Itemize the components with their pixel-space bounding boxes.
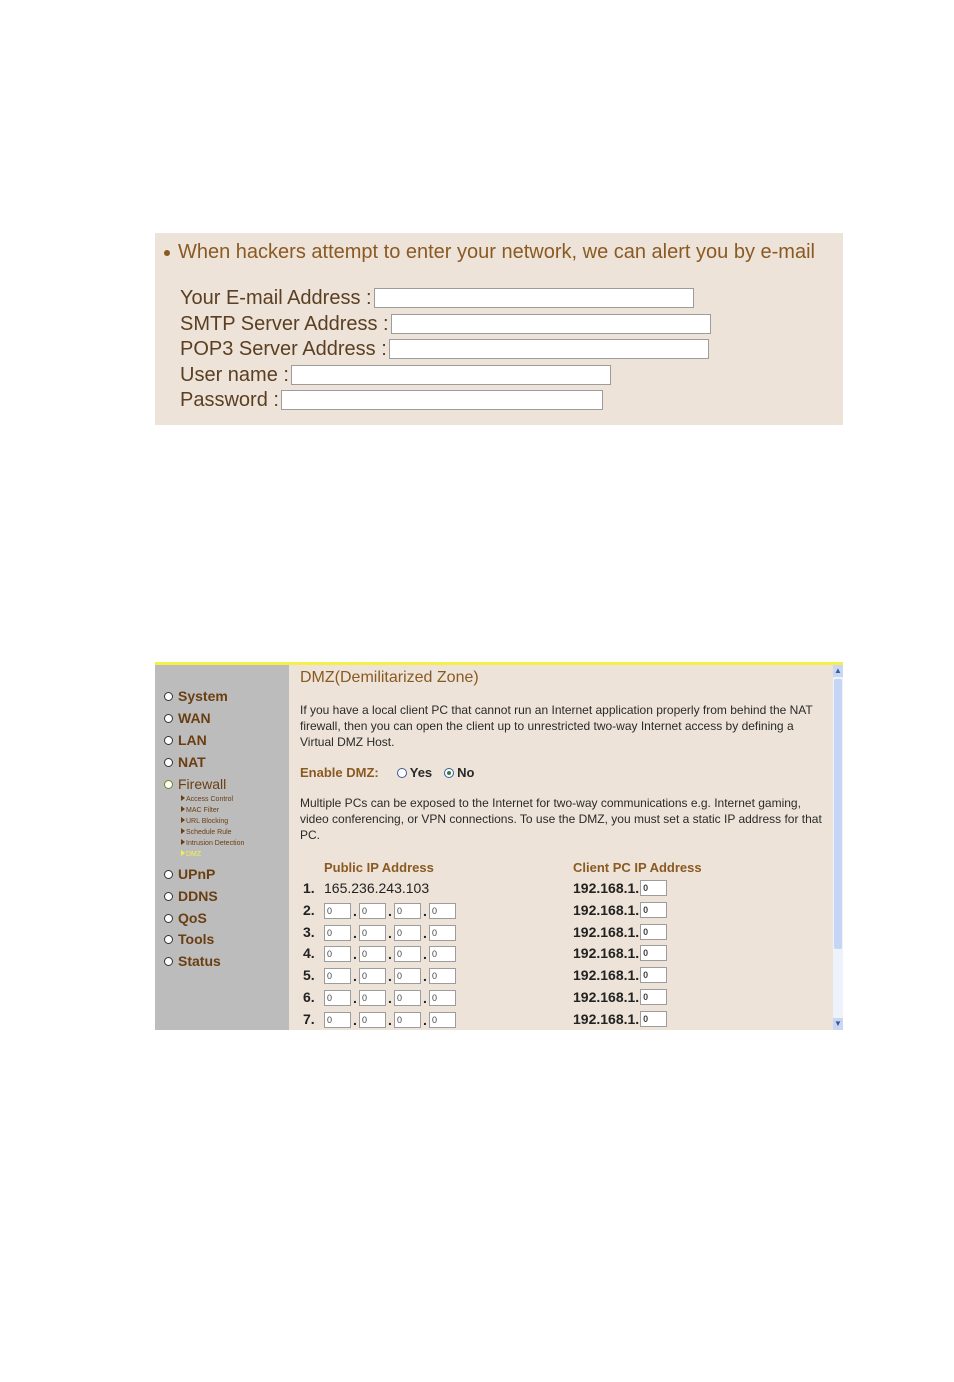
client-ip-header: Client PC IP Address (573, 860, 702, 875)
sidebar-item-label: DDNS (178, 888, 218, 904)
sidebar-item-label: NAT (178, 754, 206, 770)
sidebar-item-label: Firewall (178, 776, 227, 792)
email-address-label: Your E-mail Address : (180, 286, 372, 309)
circle-icon (164, 957, 173, 966)
subitem-label: URL Blocking (186, 818, 229, 825)
circle-icon (164, 692, 173, 701)
circle-icon (164, 780, 173, 789)
email-address-row (180, 285, 694, 311)
dmz-host-row (300, 945, 820, 963)
dmz-screenshot (155, 662, 843, 1030)
triangle-right-icon (181, 806, 185, 812)
client-ip-group (573, 924, 667, 940)
dmz-multi-text: Multiple PCs can be exposed to the Internet for two-way communications e.g. Internet gaming, video conferencing, or VPN connections. To use the DMZ, you must set a static IP address for that PC. (300, 796, 822, 842)
ip-separator: . (388, 902, 392, 919)
subitem-mac-filter[interactable] (181, 806, 219, 814)
pop3-server-row (180, 336, 709, 362)
ip-separator: . (388, 946, 392, 963)
circle-icon (164, 935, 173, 944)
smtp-server-row (180, 311, 711, 337)
public-ip-inputs (324, 946, 456, 962)
public-ip-header: Public IP Address (324, 860, 434, 875)
client-ip-prefix: 192.168.1. (573, 923, 640, 940)
ip-separator: . (388, 968, 392, 985)
row-number: 1. (303, 880, 315, 896)
ip-separator: . (353, 946, 357, 963)
sidebar-item-system[interactable] (164, 688, 228, 704)
sidebar-nav (155, 665, 289, 1030)
dmz-host-row (300, 902, 820, 920)
subitem-label: DMZ (186, 851, 202, 858)
sidebar-item-status[interactable] (164, 953, 221, 969)
client-ip-octet-input[interactable]: 0 (640, 945, 667, 961)
ip-separator: . (423, 924, 427, 941)
client-ip-group (573, 1011, 667, 1027)
circle-icon (164, 892, 173, 901)
dmz-host-row (300, 924, 820, 942)
sidebar-item-label: QoS (178, 910, 207, 926)
ip-separator: . (353, 1011, 357, 1028)
public-ip-octet-input[interactable]: 0 (394, 1012, 421, 1028)
subitem-intrusion-detection[interactable] (181, 839, 244, 847)
public-ip-octet-input[interactable]: 0 (324, 925, 351, 941)
username-input[interactable] (291, 365, 611, 385)
ip-separator: . (353, 990, 357, 1006)
public-ip-octet-input[interactable]: 0 (324, 968, 351, 984)
smtp-server-label: SMTP Server Address : (180, 312, 389, 335)
triangle-right-icon (181, 817, 185, 823)
public-ip-inputs (324, 925, 456, 941)
public-ip-octet-input[interactable]: 0 (394, 990, 421, 1006)
client-ip-group (573, 902, 667, 918)
row-number: 2. (303, 901, 315, 918)
circle-icon (164, 736, 173, 745)
ip-separator: . (423, 990, 427, 1006)
ip-separator: . (353, 924, 357, 941)
ip-separator: . (388, 990, 392, 1006)
dmz-intro-text: If you have a local client PC that cannot run an Internet application properly from behind the NAT firewall, then you can open the client up to unrestricted two-way Internet access by defining a Virtual DMZ Host. (300, 703, 813, 749)
sidebar-item-label: WAN (178, 710, 211, 726)
public-ip-octet-input[interactable]: 0 (394, 946, 421, 962)
circle-icon (164, 758, 173, 767)
dmz-host-row (300, 989, 820, 1007)
row-number: 7. (303, 1010, 315, 1027)
enable-dmz-label: Enable DMZ: (300, 765, 379, 780)
bullet-icon (164, 250, 170, 256)
dmz-yes-radio[interactable] (397, 768, 407, 778)
client-ip-group (573, 880, 667, 896)
sidebar-item-wan[interactable] (164, 710, 211, 726)
ip-separator: . (353, 968, 357, 985)
dmz-yes-label: Yes (409, 765, 433, 780)
subitem-access-control[interactable] (181, 795, 233, 803)
public-ip-octet-input[interactable]: 0 (324, 1012, 351, 1028)
sidebar-item-label: System (178, 688, 228, 704)
public-ip-octet-input[interactable]: 0 (359, 925, 386, 941)
public-ip-octet-input[interactable]: 0 (359, 968, 386, 984)
subitem-label: Access Control (186, 796, 234, 803)
ip-separator: . (423, 968, 427, 985)
email-alert-heading-text: When hackers attempt to enter your network, we can alert you by e-mail (178, 241, 815, 263)
email-address-input[interactable] (374, 288, 694, 308)
dmz-no-radio[interactable] (444, 768, 454, 778)
client-ip-prefix: 192.168.1. (573, 1010, 640, 1027)
client-ip-group (573, 945, 667, 961)
row-number: 3. (303, 923, 315, 940)
email-alert-heading (164, 241, 815, 264)
subitem-label: MAC Filter (186, 807, 220, 814)
scroll-thumb[interactable] (834, 679, 842, 949)
circle-icon (164, 714, 173, 723)
public-ip-inputs (324, 903, 456, 919)
public-ip-octet-input[interactable]: 0 (359, 903, 386, 919)
pop3-server-input[interactable] (389, 339, 709, 359)
sidebar-item-nat[interactable] (164, 754, 206, 770)
triangle-right-icon (181, 850, 185, 856)
scroll-down-icon[interactable]: ▼ (834, 1019, 842, 1028)
subitem-label: Schedule Rule (186, 829, 232, 836)
public-ip-octet-input[interactable]: 0 (429, 968, 456, 984)
public-ip-octet-input[interactable]: 0 (394, 925, 421, 941)
client-ip-octet-input[interactable]: 0 (640, 924, 667, 940)
triangle-right-icon (181, 795, 185, 801)
public-ip-octet-input[interactable]: 0 (324, 946, 351, 962)
row-number: 5. (303, 967, 315, 984)
client-ip-octet-input[interactable]: 0 (640, 1011, 667, 1027)
client-ip-group (573, 967, 667, 983)
dmz-content (289, 665, 833, 1030)
client-ip-octet-input[interactable]: 0 (640, 902, 667, 918)
public-ip-octet-input[interactable]: 0 (394, 968, 421, 984)
client-ip-group (573, 989, 667, 1005)
enable-dmz-row (300, 765, 487, 780)
dmz-host-row (300, 1011, 820, 1029)
public-ip-value: 165.236.243.103 (324, 880, 430, 896)
ip-separator: . (423, 902, 427, 919)
client-ip-prefix: 192.168.1. (573, 880, 640, 896)
ip-separator: . (423, 1011, 427, 1028)
row-number: 4. (303, 945, 315, 962)
public-ip-octet-input[interactable]: 0 (429, 903, 456, 919)
password-input[interactable] (281, 390, 603, 410)
sidebar-item-label: LAN (178, 732, 207, 748)
triangle-right-icon (181, 828, 185, 834)
sidebar-item-tools[interactable] (164, 931, 214, 947)
public-ip-octet-input[interactable]: 0 (359, 946, 386, 962)
triangle-right-icon (181, 839, 185, 845)
pop3-server-label: POP3 Server Address : (180, 337, 387, 360)
sidebar-item-upnp[interactable] (164, 866, 215, 882)
ip-separator: . (388, 1011, 392, 1028)
scroll-up-icon[interactable]: ▲ (834, 666, 842, 675)
sidebar-item-firewall[interactable] (164, 776, 226, 792)
subitem-label: Intrusion Detection (186, 840, 245, 847)
vertical-scrollbar[interactable] (833, 665, 843, 1030)
sidebar-item-label: Status (178, 953, 221, 969)
row-number: 6. (303, 989, 315, 1005)
password-label: Password : (180, 388, 279, 411)
client-ip-octet-input[interactable]: 0 (640, 967, 667, 983)
username-row (180, 362, 611, 388)
dmz-no-label: No (457, 765, 475, 780)
public-ip-octet-input[interactable]: 0 (359, 990, 386, 1006)
ip-separator: . (353, 902, 357, 919)
dmz-host-row (300, 967, 820, 985)
ip-separator: . (423, 946, 427, 963)
public-ip-octet-input[interactable]: 0 (429, 946, 456, 962)
public-ip-inputs (324, 1012, 456, 1028)
public-ip-octet-input[interactable]: 0 (394, 903, 421, 919)
public-ip-octet-input[interactable]: 0 (429, 990, 456, 1006)
ip-separator: . (388, 924, 392, 941)
public-ip-octet-input[interactable]: 0 (429, 1012, 456, 1028)
sidebar-item-label: Tools (178, 931, 215, 947)
circle-icon (164, 914, 173, 923)
client-ip-prefix: 192.168.1. (573, 989, 640, 1005)
client-ip-prefix: 192.168.1. (573, 901, 640, 918)
sidebar-item-ddns[interactable] (164, 888, 218, 904)
client-ip-prefix: 192.168.1. (573, 967, 640, 984)
client-ip-prefix: 192.168.1. (573, 945, 640, 962)
page-title: DMZ(Demilitarized Zone) (300, 669, 479, 686)
client-ip-octet-input[interactable]: 0 (640, 989, 667, 1005)
subitem-url-blocking[interactable] (181, 817, 228, 825)
subitem-dmz[interactable] (181, 850, 201, 858)
dmz-host-row (300, 880, 820, 898)
sidebar-item-label: UPnP (178, 866, 216, 882)
public-ip-inputs (324, 990, 456, 1006)
public-ip-octet-input[interactable]: 0 (324, 903, 351, 919)
password-row (180, 387, 603, 413)
circle-icon (164, 870, 173, 879)
sidebar-item-lan[interactable] (164, 732, 207, 748)
smtp-server-input[interactable] (391, 314, 711, 334)
public-ip-octet-input[interactable]: 0 (429, 925, 456, 941)
email-alert-panel (155, 233, 843, 425)
public-ip-octet-input[interactable]: 0 (324, 990, 351, 1006)
subitem-schedule-rule[interactable] (181, 828, 232, 836)
public-ip-octet-input[interactable]: 0 (359, 1012, 386, 1028)
sidebar-item-qos[interactable] (164, 910, 207, 926)
username-label: User name : (180, 363, 289, 386)
public-ip-inputs (324, 968, 456, 984)
client-ip-octet-input[interactable]: 0 (640, 880, 667, 896)
